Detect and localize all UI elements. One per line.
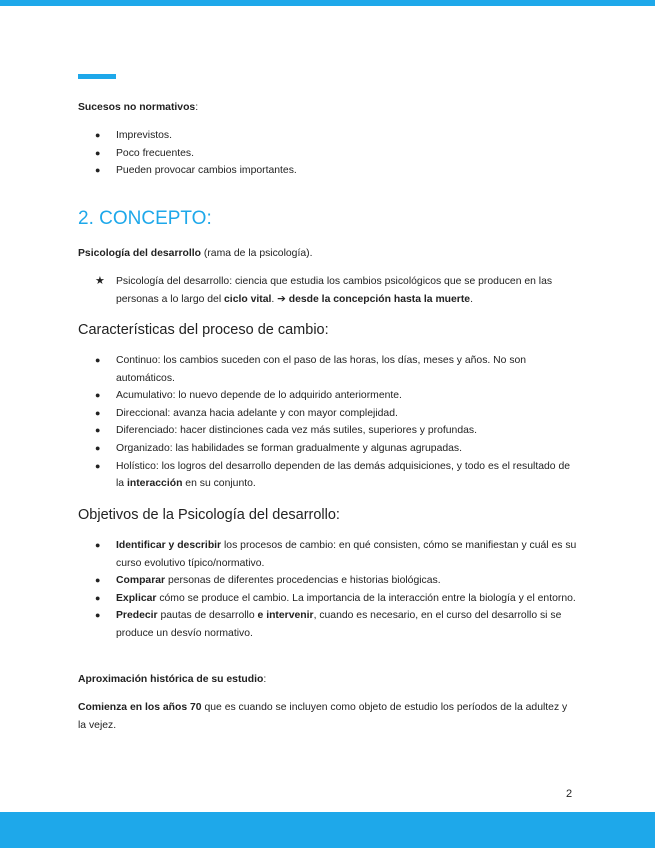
bullet-icon: ● xyxy=(95,575,101,586)
objetivos-list xyxy=(78,537,578,643)
objetivo-text-1: pautas de desarrollo xyxy=(157,610,258,622)
concepto-intro-rest: (rama de la psicología). xyxy=(201,248,313,259)
list-item xyxy=(78,352,578,387)
list-item xyxy=(78,127,578,145)
definition-text-1: Psicología del desarrollo: ciencia que estudia los cambios psicológicos que se producen en las personas a lo largo del xyxy=(116,276,553,305)
list-item xyxy=(78,422,578,440)
bullet-icon: ● xyxy=(95,540,101,550)
bullet-icon: ● xyxy=(95,460,101,471)
bullet-icon: ● xyxy=(95,407,101,418)
list-item xyxy=(78,162,578,180)
sucesos-list-block xyxy=(78,127,578,180)
concepto-star-list xyxy=(78,273,578,308)
page-number: 2 xyxy=(566,788,573,800)
concepto-intro xyxy=(78,245,578,263)
bullet-icon: ● xyxy=(95,390,101,401)
historia-heading-colon: : xyxy=(263,674,267,685)
definition-text-2: . xyxy=(271,293,278,305)
objetivo-bold: Explicar xyxy=(116,592,157,604)
bullet-icon: ● xyxy=(95,610,101,621)
bullet-icon: ● xyxy=(95,592,101,603)
definition-text-3: . xyxy=(470,293,473,305)
historia-bold: Comienza en los años 70 xyxy=(78,702,202,713)
list-item-text: Imprevistos. xyxy=(116,130,173,141)
objetivo-bold-2: e intervenir xyxy=(257,610,314,622)
list-item-text: Continuo: los cambios suceden con el paso de las horas, los días, meses y años. No son automáticos. xyxy=(116,355,527,384)
objetivo-bold: Identificar y describir xyxy=(116,540,222,551)
list-item-text: Diferenciado: hacer distinciones cada vez más sutiles, superiores y profundas. xyxy=(116,425,477,437)
list-item xyxy=(78,537,578,572)
holistico-bold: interacción xyxy=(126,478,183,490)
top-accent-bar xyxy=(0,0,655,6)
list-item-text: Organizado: las habilidades se forman gradualmente y algunas agrupadas. xyxy=(116,442,462,454)
sucesos-heading xyxy=(78,99,578,117)
definition-bold-1: ciclo vital xyxy=(224,293,272,305)
star-bullet-icon: ★ xyxy=(95,275,105,287)
caracteristicas-list xyxy=(78,352,578,493)
bullet-icon: ● xyxy=(95,165,101,176)
list-item-text: Pueden provocar cambios importantes. xyxy=(116,165,297,177)
historia-paragraph xyxy=(78,699,578,734)
list-item xyxy=(78,405,578,423)
list-item xyxy=(78,607,578,642)
caracteristicas-block xyxy=(78,352,578,493)
list-item-text: Poco frecuentes. xyxy=(116,147,194,159)
list-item xyxy=(78,590,578,608)
list-item-text: Acumulativo: lo nuevo depende de lo adquirido anteriormente. xyxy=(116,390,402,402)
sucesos-heading-text: Sucesos no normativos xyxy=(78,102,196,113)
bottom-accent-bar xyxy=(0,812,655,848)
subheading-objetivos: Objetivos de la Psicología del desarrollo: xyxy=(78,507,340,523)
objetivos-block xyxy=(78,537,578,643)
bullet-icon: ● xyxy=(95,355,101,365)
holistico-text-1: Holístico: los logros del desarrollo dependen de las demás adquisiciones, y todo es el resultado de la xyxy=(116,460,570,490)
list-item xyxy=(78,145,578,163)
list-item xyxy=(78,387,578,405)
bullet-icon: ● xyxy=(95,147,101,158)
objetivo-bold-1: Predecir xyxy=(116,610,158,622)
bullet-icon: ● xyxy=(95,425,101,436)
subheading-caracteristicas: Características del proceso de cambio: xyxy=(78,322,329,338)
sucesos-heading-colon: : xyxy=(195,102,199,113)
bullet-icon: ● xyxy=(95,442,101,453)
historia-heading xyxy=(78,671,578,689)
list-item xyxy=(78,572,578,590)
historia-heading-text: Aproximación histórica de su estudio xyxy=(78,674,264,685)
historia-rest: que es cuando se incluyen como objeto de estudio los períodos de la adultez y la vejez. xyxy=(78,702,568,731)
section-title-concepto: 2. CONCEPTO: xyxy=(78,208,212,229)
objetivo-text: cómo se produce el cambio. La importancia de la interacción entre la biología y el entorno. xyxy=(156,592,576,604)
list-item xyxy=(78,440,578,458)
objetivo-text-2: , cuando es necesario, en el curso del desarrollo si se produce un desvío normativo. xyxy=(116,610,562,639)
bullet-icon: ● xyxy=(95,130,101,140)
section-accent-line xyxy=(78,74,116,79)
objetivo-text: personas de diferentes procedencias e historias biológicas. xyxy=(165,575,441,587)
sucesos-list xyxy=(78,127,578,180)
concepto-definition-block xyxy=(78,273,578,308)
definition-bold-2: ➔ desde la concepción hasta la muerte xyxy=(277,293,471,305)
list-item-text: Direccional: avanza hacia adelante y con mayor complejidad. xyxy=(116,407,398,419)
concepto-intro-bold: Psicología del desarrollo xyxy=(78,248,201,259)
holistico-text-2: en su conjunto. xyxy=(182,478,256,490)
list-item xyxy=(78,273,578,308)
objetivo-bold: Comparar xyxy=(116,575,166,587)
objetivo-text: los procesos de cambio: en qué consisten, cómo se manifiestan y cuál es su curso evolutivo típico/normativo. xyxy=(116,540,577,569)
list-item xyxy=(78,458,578,493)
